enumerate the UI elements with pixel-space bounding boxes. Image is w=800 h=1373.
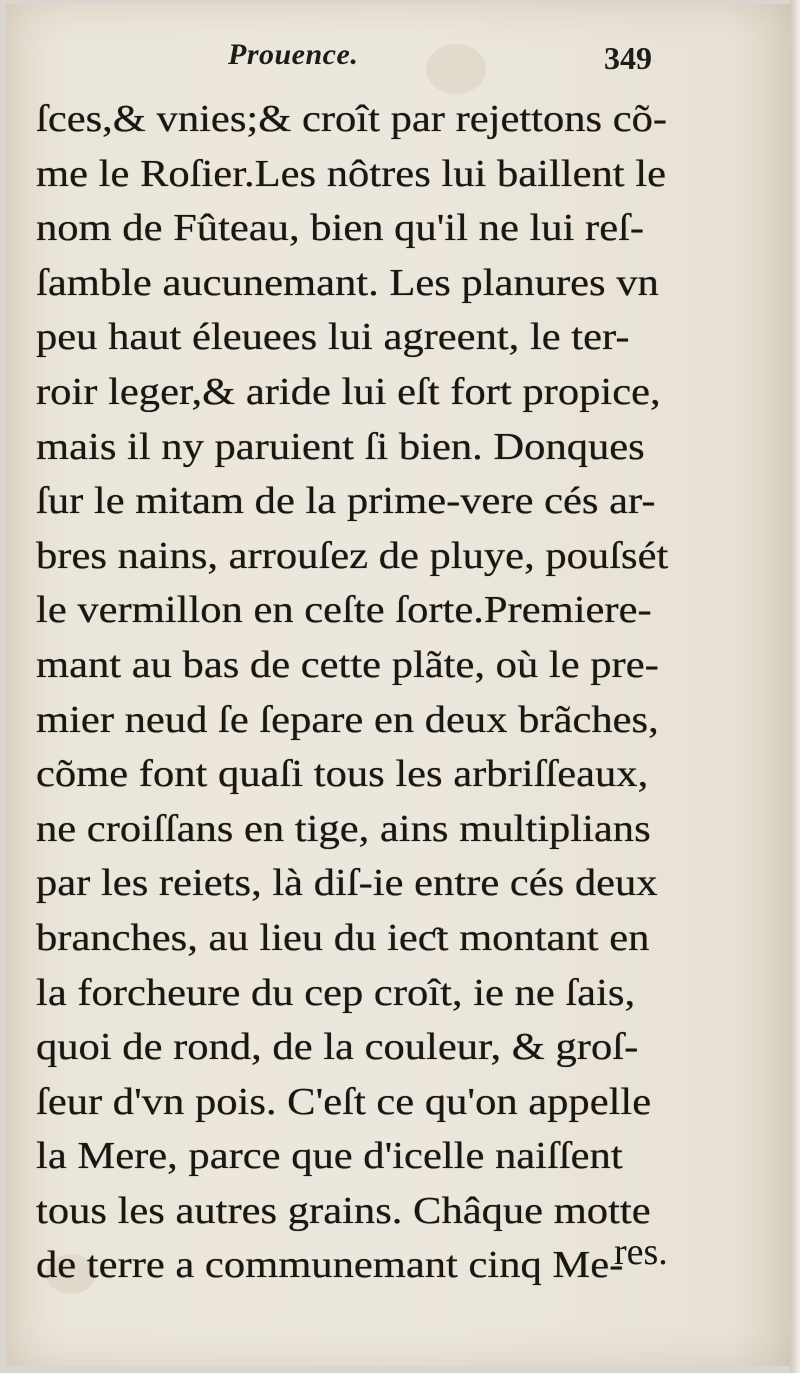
- text-line: bres nains, arrouſez de pluye, pouſsét: [36, 534, 669, 577]
- text-line: de terre a communemant cinq Me-: [36, 1244, 624, 1287]
- paper-stain: [426, 44, 486, 94]
- text-line: ſeur d'vn pois. C'eſt ce qu'on appelle: [36, 1080, 652, 1123]
- text-line: peu haut éleuees lui agreent, le ter-: [36, 316, 630, 359]
- text-line: roir leger,& aride lui eſt fort propice,: [36, 370, 661, 413]
- text-line: mier neud ſe ſepare en deux brãches,: [36, 698, 659, 741]
- text-line: le vermillon en ceſte ſorte.Premiere-: [36, 589, 652, 632]
- text-line: mant au bas de cette plãte, où le pre-: [36, 643, 659, 686]
- page-number: 349: [604, 40, 652, 76]
- text-line: tous les autres grains. Châque motte: [36, 1189, 651, 1232]
- text-line: quoi de rond, de la couleur, & groſ-: [36, 1026, 639, 1069]
- text-line: mais il ny paruient ſi bien. Donques: [36, 425, 645, 468]
- text-line: ſamble aucunemant. Les planures vn: [36, 261, 659, 304]
- text-line: nom de Fûteau, bien qu'il ne lui reſ-: [36, 207, 645, 250]
- text-line: me le Roſier.Les nôtres lui baillent le: [36, 152, 666, 195]
- text-line: ne croiſſans en tige, ains multiplians: [36, 807, 651, 850]
- body-text: [36, 92, 716, 1293]
- text-line: la Mere, parce que d'icelle naiſſent: [36, 1135, 623, 1178]
- text-line: par les reiets, là diſ-ie entre cés deux: [36, 862, 658, 905]
- text-line: ſces,& vnies;& croît par rejettons cõ-: [36, 98, 668, 140]
- text-line: branches, au lieu du ieƈt montant en: [36, 916, 650, 959]
- text-line: la forcheure du cep croît, ie ne ſais,: [36, 971, 636, 1014]
- catchword: res.: [614, 1231, 668, 1273]
- text-line: cõme font quaſi tous les arbriſſeaux,: [36, 753, 649, 796]
- running-head: Prouence.: [228, 38, 359, 71]
- text-line: ſur le mitam de la prime-vere cés ar-: [36, 480, 656, 523]
